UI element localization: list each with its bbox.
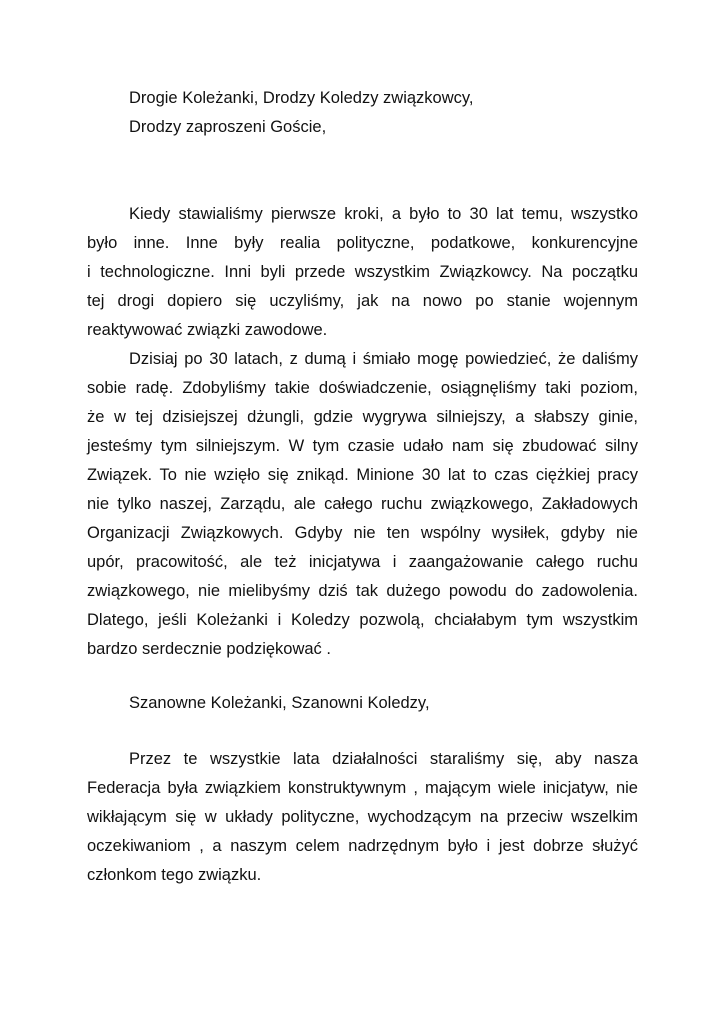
greeting-line-1: Drogie Koleżanki, Drodzy Koledzy związkowcy, xyxy=(129,89,474,107)
paragraph-line: że w tej dzisiejszej dżungli, gdzie wygrywa silniejszy, a słabszy ginie, xyxy=(87,408,638,426)
paragraph-3 xyxy=(87,745,638,890)
paragraph-line: reaktywować związki zawodowe. xyxy=(87,321,328,339)
paragraph-line: upór, pracowitość, ale też inicjatywa i zaangażowanie całego ruchu xyxy=(87,553,638,571)
paragraph-line: wikłającym się w układy polityczne, wychodzącym na przeciw wszelkim xyxy=(87,808,638,826)
spacer xyxy=(87,718,638,745)
paragraph-line: było inne. Inne były realia polityczne, podatkowe, konkurencyjne xyxy=(87,234,638,252)
paragraph-line: nie tylko naszej, Zarządu, ale całego ruchu związkowego, Zakładowych xyxy=(87,495,638,513)
paragraph-line: oczekiwaniom , a naszym celem nadrzędnym było i jest dobrze służyć xyxy=(87,837,638,855)
paragraph-line: Organizacji Związkowych. Gdyby nie ten wspólny wysiłek, gdyby nie xyxy=(87,524,638,542)
paragraph-line: członkom tego związku. xyxy=(87,866,262,884)
greeting-line-2: Drodzy zaproszeni Goście, xyxy=(129,118,327,136)
paragraph-line: Przez te wszystkie lata działalności staraliśmy się, aby nasza xyxy=(129,750,638,768)
paragraph-line: bardzo serdecznie podziękować . xyxy=(87,640,331,658)
paragraph-line: Dzisiaj po 30 latach, z dumą i śmiało mogę powiedzieć, że daliśmy xyxy=(129,350,638,368)
spacer xyxy=(87,142,638,200)
paragraph-2 xyxy=(87,345,638,664)
paragraph-line: jesteśmy tym silniejszym. W tym czasie udało nam się zbudować silny xyxy=(87,437,638,455)
document-page xyxy=(87,84,638,890)
paragraph-line: Związek. To nie wzięło się znikąd. Minione 30 lat to czas ciężkiej pracy xyxy=(87,466,638,484)
salutation-2: Szanowne Koleżanki, Szanowni Koledzy, xyxy=(129,694,430,712)
paragraph-line: sobie radę. Zdobyliśmy takie doświadczenie, osiągnęliśmy taki poziom, xyxy=(87,379,638,397)
paragraph-line: Federacja była związkiem konstruktywnym , mającym wiele inicjatyw, nie xyxy=(87,779,638,797)
paragraph-line: tej drogi dopiero się uczyliśmy, jak na nowo po stanie wojennym xyxy=(87,292,638,310)
paragraph-line: i technologiczne. Inni byli przede wszystkim Związkowcy. Na początku xyxy=(87,263,638,281)
paragraph-1 xyxy=(87,200,638,345)
spacer xyxy=(87,664,638,689)
paragraph-line: związkowego, nie mielibyśmy dziś tak dużego powodu do zadowolenia. xyxy=(87,582,638,600)
paragraph-line: Kiedy stawialiśmy pierwsze kroki, a było to 30 lat temu, wszystko xyxy=(129,205,638,223)
paragraph-line: Dlatego, jeśli Koleżanki i Koledzy pozwolą, chciałabym tym wszystkim xyxy=(87,611,638,629)
